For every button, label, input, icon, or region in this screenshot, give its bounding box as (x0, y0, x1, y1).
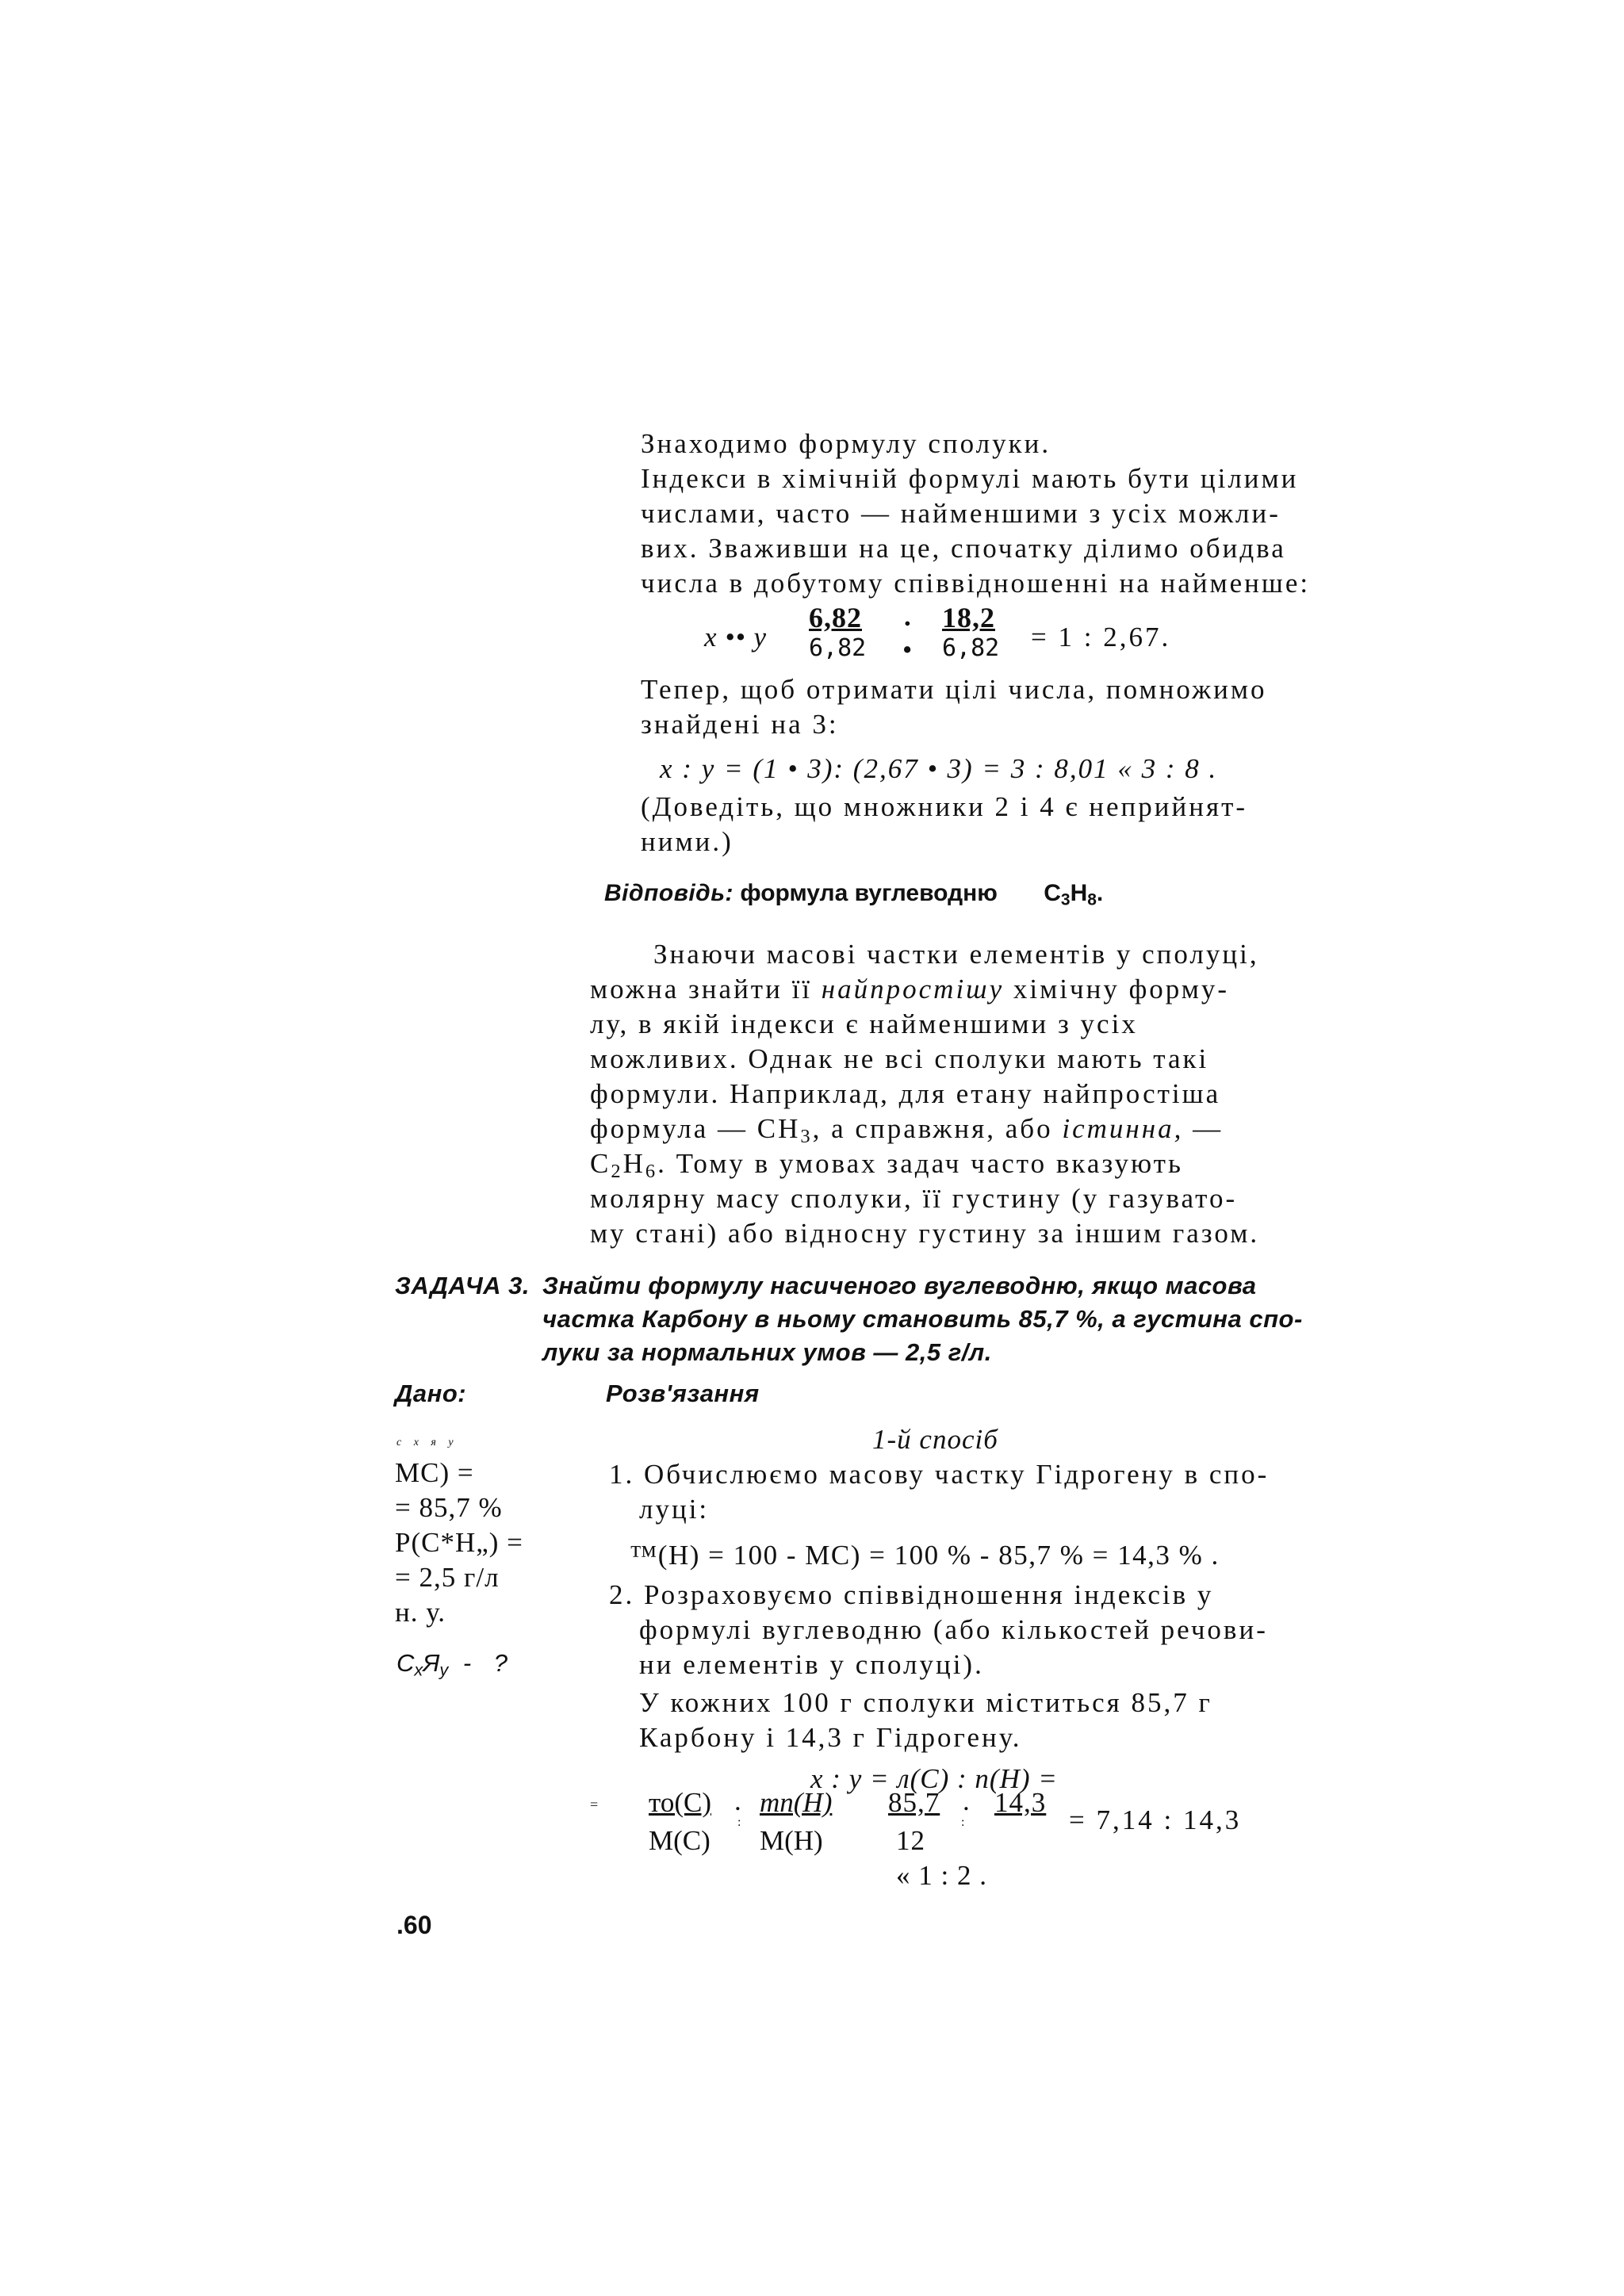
ratio-result: = 1 : 2,67. (1031, 622, 1171, 652)
fraction-numerator: 6,82 (809, 602, 862, 633)
text-line: можливих. Однак не всі сполуки мають такі (590, 1043, 1209, 1074)
fraction-eq: = (590, 1797, 601, 1812)
solution-heading: Розв'язання (606, 1380, 760, 1407)
text-line: ними.) (641, 826, 733, 857)
answer-label: Відповідь: (604, 880, 733, 906)
ratio-lhs: х •• у (704, 622, 768, 652)
method-heading: 1-й спосіб (872, 1424, 998, 1455)
text-line: Індекси в хімічній формулі мають бути цілими (641, 463, 1299, 494)
step-equation: ™(Н) = 100 - МС) = 100 % - 85,7 % = 14,3 % . (630, 1540, 1220, 1571)
text-line: знайдені на 3: (641, 709, 839, 740)
task-line: Знайти формулу насиченого вуглеводню, якщо масова (542, 1272, 1257, 1299)
answer-formula: $С_3Н_8$. (1044, 880, 1104, 909)
text-line: Знаючи масові частки елементів у сполуці, (653, 939, 1259, 970)
fraction-denominator: 6,82 (942, 634, 1000, 662)
fraction-numerator: то(С) (649, 1787, 711, 1818)
step-line: ни елементів у сполуці). (639, 1649, 984, 1680)
text-line: $С_2Н_6$. Тому в умовах задач часто вказують (590, 1148, 1183, 1183)
fraction-numerator: 85,7 (888, 1787, 940, 1818)
given-heading: Дано: (395, 1380, 467, 1407)
equation: х : у = (1 • 3): (2,67 • 3) = 3 : 8,01 « 3 : 8 . (660, 753, 1218, 784)
task-label: ЗАДАЧА 3. (395, 1272, 530, 1299)
fraction-numerator: 18,2 (942, 602, 995, 633)
fraction-separator: • (902, 634, 915, 665)
task-line: луки за нормальних умов — 2,5 г/л. (542, 1338, 992, 1366)
fraction-result: = 7,14 : 14,3 (1069, 1804, 1242, 1835)
fraction-denominator: М(Н) (760, 1825, 823, 1856)
text-line: Знаходимо формулу сполуки. (641, 428, 1051, 459)
given-line: МС) = (395, 1457, 474, 1488)
text-line: (Доведіть, що множники 2 і 4 є неприйнят- (641, 791, 1248, 822)
step-line: Карбону і 14,3 г Гідрогену. (639, 1722, 1022, 1753)
fraction-separator: : (737, 1816, 744, 1829)
text-line: числа в добутому співвідношенні на найменше: (641, 568, 1311, 599)
step-line: 2. Розраховуємо співвідношення індексів у (609, 1579, 1214, 1610)
text-line: числами, часто — найменшими з усіх можли- (641, 498, 1281, 529)
fraction-numerator: тп(Н) (760, 1787, 833, 1818)
answer-text: формула вуглеводню (740, 880, 998, 906)
ratio-line: х : у = л(С) : п(Н) = (810, 1763, 1058, 1794)
fraction-separator: : (961, 1816, 967, 1829)
fraction-separator: . (734, 1785, 744, 1816)
step-line: формулі вуглеводню (або кількостей речови- (639, 1614, 1268, 1645)
given-find: $С_хЯ_у$ - ? (396, 1649, 516, 1680)
fraction-numerator: 14,3 (994, 1787, 1047, 1818)
given-line: Р(С*Н„) = (395, 1527, 523, 1558)
approx-result: « 1 : 2 . (896, 1860, 987, 1891)
text-line: формули. Наприклад, для етану найпростіша (590, 1078, 1221, 1109)
step-line: луці: (639, 1494, 710, 1525)
text-line: лу, в якій індекси є найменшими з усіх (590, 1008, 1138, 1039)
text-line: вих. Зваживши на це, спочатку ділимо обидва (641, 533, 1286, 564)
fraction-denominator: 6,82 (809, 634, 867, 662)
task-line: частка Карбону в ньому становить 85,7 %, а густина спо- (542, 1305, 1303, 1333)
given-line: н. у. (395, 1597, 446, 1628)
fraction-denominator: М(С) (649, 1825, 710, 1856)
given-line: = 2,5 г/л (395, 1562, 500, 1593)
step-line: 1. Обчислюємо масову частку Гідрогену в спо- (609, 1459, 1270, 1490)
text-line: формула — $СН_3$, а справжня, або істинна, — (590, 1113, 1224, 1148)
text-line: Тепер, щоб отримати цілі числа, помножимо (641, 674, 1267, 705)
step-line: У кожних 100 г сполуки міститься 85,7 г (639, 1687, 1212, 1718)
page-number: .60 (396, 1911, 432, 1939)
text-line: можна знайти її найпростішу хімічну форму- (590, 974, 1230, 1004)
fraction-separator: . (963, 1785, 972, 1816)
fraction-denominator: 12 (896, 1825, 925, 1856)
fraction-separator: . (904, 601, 914, 632)
text-line: му стані) або відносну густину за іншим газом. (590, 1218, 1260, 1249)
answer-line (604, 880, 1103, 909)
text-line: молярну масу сполуки, її густину (у газувато- (590, 1183, 1238, 1214)
given-small: с х я у (396, 1437, 458, 1448)
given-line: = 85,7 % (395, 1492, 503, 1523)
